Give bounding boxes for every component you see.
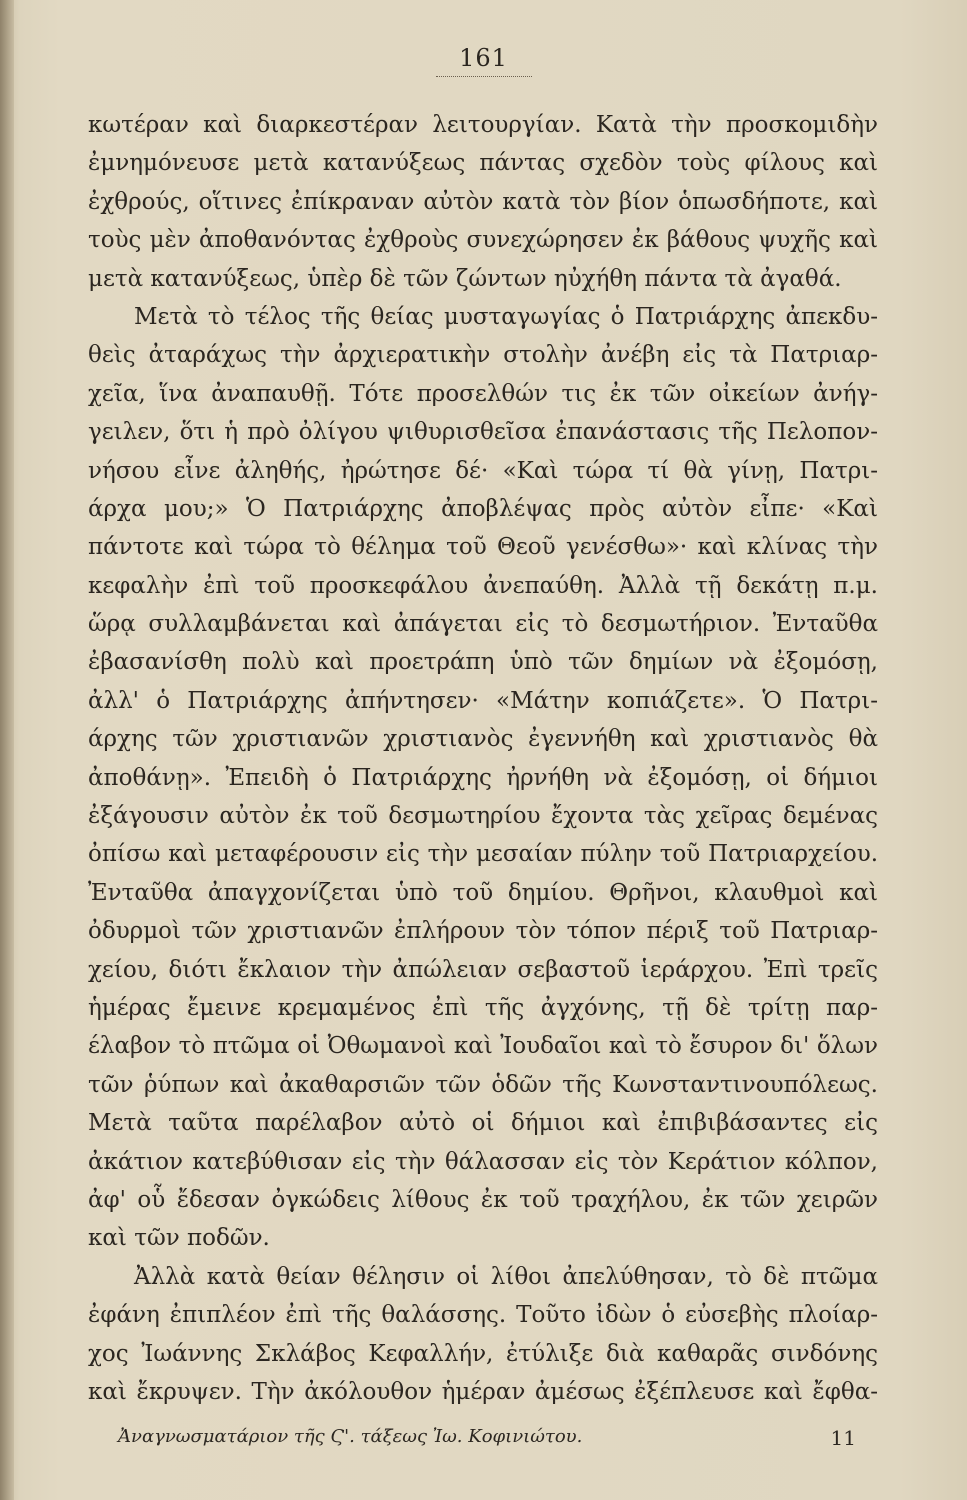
text-line: ἀφ' οὗ ἔδεσαν ὀγκώδεις λίθους ἐκ τοῦ τραχήλου, ἐκ τῶν χειρῶν [88,1186,878,1213]
text-line: νήσου εἶνε ἀληθής, ἠρώτησε δέ· «Καὶ τώρα τί θὰ γίνῃ, Πατρι- [88,457,878,484]
spine-shadow [0,0,14,1500]
text-line: καὶ ἔκρυψεν. Τὴν ἀκόλουθον ἡμέραν ἀμέσως ἐξέπλευσε καὶ ἔφθα- [88,1378,878,1405]
text-line: ἐβασανίσθη πολὺ καὶ προετράπη ὑπὸ τῶν δημίων νὰ ἐξομόσῃ, [88,649,878,676]
text-line: άρχης τῶν χριστιανῶν χριστιανὸς ἐγεννήθη καὶ χριστιανὸς θὰ [88,726,878,753]
text-line: Μετὰ ταῦτα παρέλαβον αὐτὸ οἱ δήμιοι καὶ ἐπιβιβάσαντες εἰς [88,1110,878,1137]
text-line: χος Ἰωάννης Σκλάβος Κεφαλλήν, ἐτύλιξε διὰ καθαρᾶς σινδόνης [88,1340,878,1367]
text-line: Μετὰ τὸ τέλος τῆς θείας μυσταγωγίας ὁ Πατριάρχης ἀπεκδυ- [134,303,878,330]
page-number-rule [436,76,532,77]
text-line: άρχα μου;» Ὁ Πατριάρχης ἀποβλέψας πρὸς αὐτὸν εἶπε· «Καὶ [88,495,878,522]
text-line: χεῖα, ἵνα ἀναπαυθῇ. Τότε προσελθών τις ἐκ τῶν οἰκείων ἀνήγ- [88,380,878,407]
text-line: ἐφάνη ἐπιπλέον ἐπὶ τῆς θαλάσσης. Τοῦτο ἰδὼν ὁ εὐσεβὴς πλοίαρ- [88,1302,878,1329]
text-line: θεὶς ἀταράχως τὴν ἀρχιερατικὴν στολὴν ἀνέβη εἰς τὰ Πατριαρ- [88,342,878,369]
text-line: ἀποθάνῃ». Ἐπειδὴ ὁ Πατριάρχης ἠρνήθη νὰ ἐξομόσῃ, οἱ δήμιοι [88,764,878,791]
text-line: τοὺς μὲν ἀποθανόντας ἐχθροὺς συνεχώρησεν ἐκ βάθους ψυχῆς καὶ [88,227,878,254]
text-line: Ἐνταῦθα ἀπαγχονίζεται ὑπὸ τοῦ δημίου. Θρῆνοι, κλαυθμοὶ καὶ [88,879,878,906]
text-line: κεφαλὴν ἐπὶ τοῦ προσκεφάλου ἀνεπαύθη. Ἀλλὰ τῇ δεκάτῃ π.μ. [88,572,878,599]
text-line: καὶ τῶν ποδῶν. [88,1225,270,1252]
text-line: πάντοτε καὶ τώρα τὸ θέλημα τοῦ Θεοῦ γενέσθω»· καὶ κλίνας τὴν [88,534,878,561]
text-line: γειλεν, ὅτι ἡ πρὸ ὀλίγου ψιθυρισθεῖσα ἐπανάστασις τῆς Πελοπον- [88,419,878,446]
text-line: χείου, διότι ἔκλαιον τὴν ἀπώλειαν σεβαστοῦ ἱεράρχου. Ἐπὶ τρεῖς [88,956,878,983]
text-line: Ἀλλὰ κατὰ θείαν θέλησιν οἱ λίθοι ἀπελύθησαν, τὸ δὲ πτῶμα [134,1263,878,1290]
text-line: ἐξάγουσιν αὐτὸν ἐκ τοῦ δεσμωτηρίου ἔχοντα τὰς χεῖρας δεμένας [88,803,878,830]
footer-signature-mark: 11 [830,1426,856,1450]
text-line: ἡμέρας ἔμεινε κρεμαμένος ἐπὶ τῆς ἀγχόνης, τῇ δὲ τρίτῃ παρ- [88,994,878,1021]
page-number: 161 [459,44,508,72]
text-line: μετὰ κατανύξεως, ὑπὲρ δὲ τῶν ζώντων ηὐχήθη πάντα τὰ ἀγαθά. [88,265,842,292]
page-footer [88,1426,878,1450]
text-line: έλαβον τὸ πτῶμα οἱ Ὀθωμανοὶ καὶ Ἰουδαῖοι καὶ τὸ ἔσυρον δι' ὅλων [88,1033,878,1060]
text-line: ὀδυρμοὶ τῶν χριστιανῶν ἐπλήρουν τὸν τόπον πέριξ τοῦ Πατριαρ- [88,918,878,945]
text-line: ἀλλ' ὁ Πατριάρχης ἀπήντησεν· «Μάτην κοπιάζετε». Ὁ Πατρι- [88,687,878,714]
text-line: τῶν ῥύπων καὶ ἀκαθαρσιῶν τῶν ὁδῶν τῆς Κωνσταντινουπόλεως. [88,1071,878,1098]
text-line: ὥρᾳ συλλαμβάνεται καὶ ἀπάγεται εἰς τὸ δεσμωτήριον. Ἐνταῦθα [88,611,878,638]
text-line: ὀπίσω καὶ μεταφέρουσιν εἰς τὴν μεσαίαν πύλην τοῦ Πατριαρχείου. [88,841,878,868]
text-line: ἐχθρούς, οἵτινες ἐπίκραναν αὐτὸν κατὰ τὸν βίον ὁπωσδήποτε, καὶ [88,188,878,215]
text-line: κωτέραν καὶ διαρκεστέραν λειτουργίαν. Κατὰ τὴν προσκομιδὴν [88,112,878,138]
text-line: ἀκάτιον κατεβύθισαν εἰς τὴν θάλασσαν εἰς τὸν Κεράτιον κόλπον, [88,1148,878,1175]
footer-book-title: Ἀναγνωσματάριον τῆς Ϛ'. τάξεως Ἰω. Κοφινιώτου. [118,1426,583,1447]
body-text [88,106,878,1411]
text-line: ἐμνημόνευσε μετὰ κατανύξεως πάντας σχεδὸν τοὺς φίλους καὶ [88,150,878,177]
